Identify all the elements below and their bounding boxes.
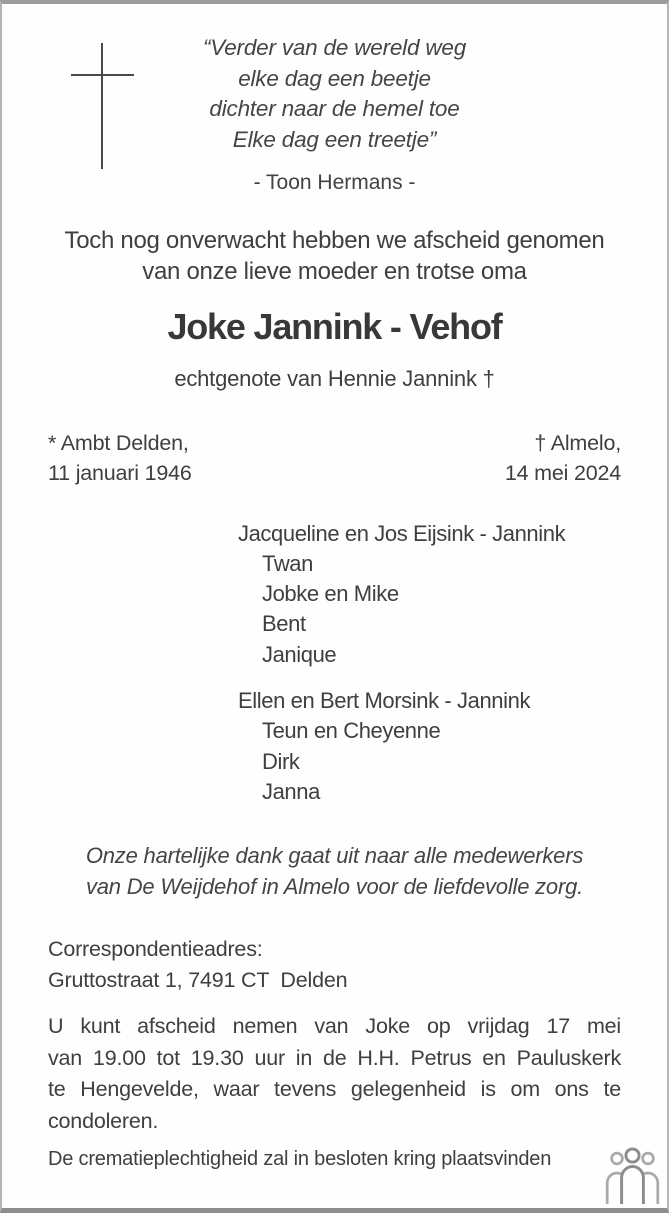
quote-line: “Verder van de wereld weg [202,35,467,60]
quote-line: elke dag een beetje [238,65,431,91]
death-date: 14 mei 2024 [504,461,621,485]
correspondence-street: Gruttostraat 1, 7491 CT Delden [48,967,348,992]
visitation-line: condoleren. [48,1108,159,1133]
birth-date: 11 januari 1946 [48,461,192,485]
family-member: Twan [262,550,313,576]
birth-place-date [48,428,192,489]
family-list [238,519,621,808]
thanks-note [48,840,621,902]
visitation-line: te Hengevelde, waar tevens gelegenheid is om ons te [48,1077,621,1102]
opening-quote [48,33,621,155]
quote-line: Elke dag een treetje” [232,126,437,152]
visitation-info [48,1011,621,1137]
thanks-line: van De Weijdehof in Almelo voor de liefdevolle zorg. [85,874,584,900]
family-member: Janna [262,778,320,804]
thanks-line: Onze hartelijke dank gaat uit naar alle medewerkers [85,843,584,869]
quote-attribution: - Toon Hermans - [253,171,416,194]
family-member: Jobke en Mike [262,581,399,607]
death-place-date [505,428,621,489]
family-member: Teun en Cheyenne [262,718,441,744]
family-member: Dirk [262,748,300,774]
birth-place: * Ambt Delden, [48,430,189,455]
family-group-head: Jacqueline en Jos Eijsink - Jannink [238,520,566,546]
quote-line: dichter naar de hemel toe [209,96,460,121]
life-dates [48,428,621,489]
correspondence-address [48,934,621,995]
family-member: Janique [262,641,337,667]
family-member: Bent [262,611,306,637]
memorial-cross-icon [101,43,103,169]
memorial-cross-icon [71,74,134,76]
family-group [238,519,621,670]
correspondence-label: Correspondentieadres: [48,937,263,962]
deceased-name: Joke Jannink - Vehof [167,306,502,347]
family-group-head: Ellen en Bert Morsink - Jannink [238,687,531,713]
intro-line: van onze lieve moeder en trotse oma [142,257,527,285]
deceased-relation: echtgenote van Hennie Jannink † [174,366,495,391]
family-group [238,686,621,807]
intro-line: Toch nog onverwacht hebben we afscheid genomen [64,227,605,254]
people-group-logo-icon [604,1145,661,1205]
announcement-intro [48,226,621,287]
visitation-line: van 19.00 tot 19.30 uur in de H.H. Petrus en Pauluskerk [48,1045,621,1070]
cremation-note: De crematieplechtigheid zal in besloten kring plaatsvinden [48,1148,552,1171]
death-place: † Almelo, [534,430,621,455]
visitation-line: U kunt afscheid nemen van Joke op vrijdag 17 mei [48,1014,621,1039]
